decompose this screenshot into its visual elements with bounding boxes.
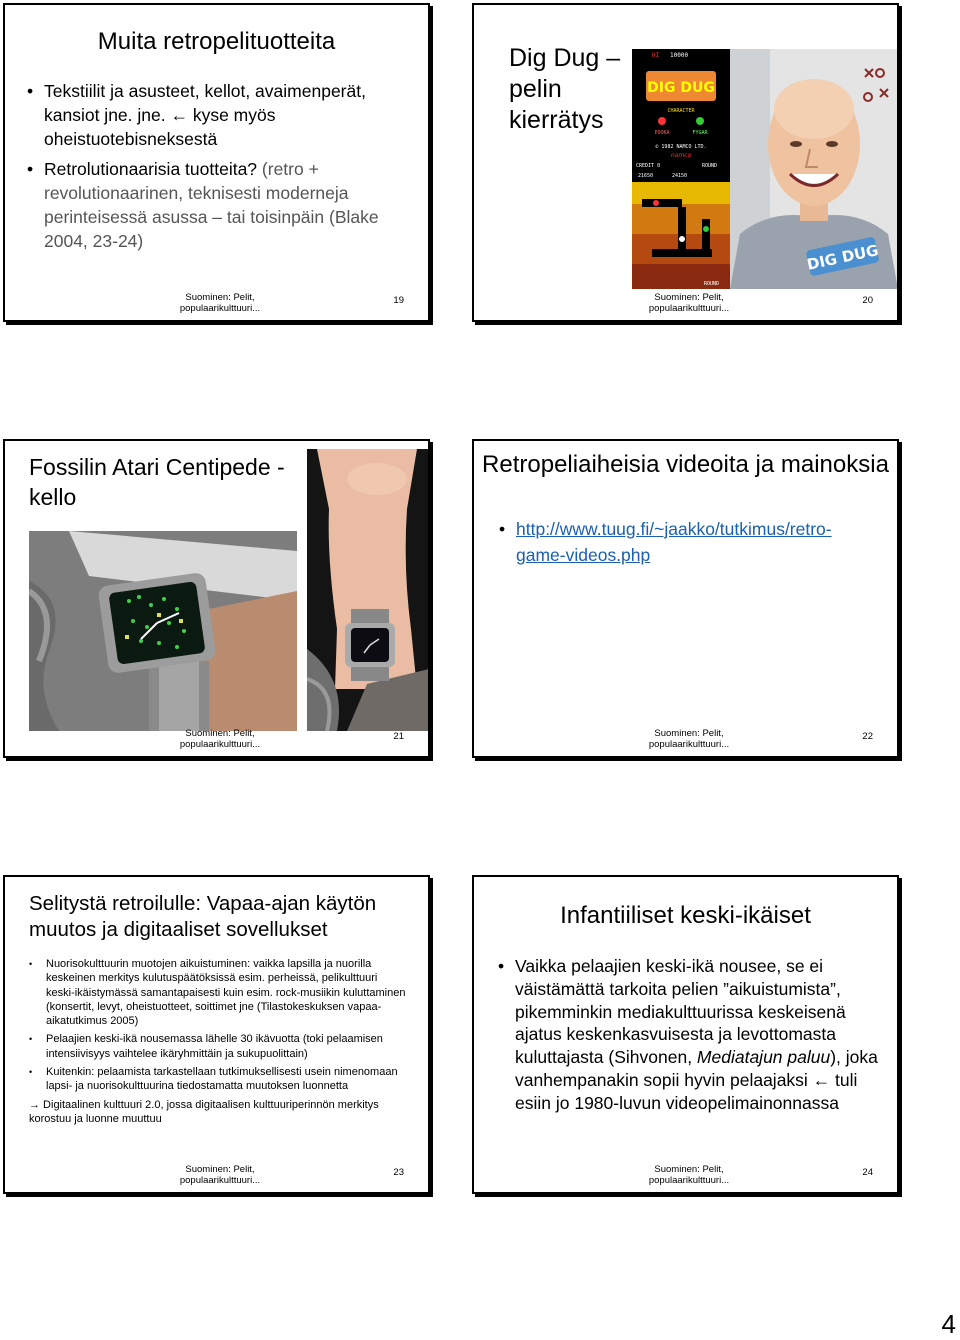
slide-footer bbox=[624, 728, 754, 750]
footer-line-2: populaarikulttuuri... bbox=[179, 303, 261, 314]
bullet-list bbox=[27, 79, 417, 259]
page-number: 4 bbox=[941, 1309, 956, 1339]
slide-number: 19 bbox=[393, 295, 404, 306]
arcade-screen-graphic bbox=[632, 49, 730, 289]
slide-title: Retropeliaiheisia videoita ja mainoksia bbox=[482, 451, 889, 478]
character-label: CHARACTER bbox=[667, 108, 695, 114]
bullet-list bbox=[498, 955, 883, 1115]
slide-23 bbox=[3, 875, 430, 1194]
dig-dug-logo: DIG DUG bbox=[647, 80, 715, 96]
slide-title: Muita retropelituotteita bbox=[97, 28, 336, 55]
footer-line-2: populaarikulttuuri... bbox=[179, 1175, 261, 1186]
slide-24 bbox=[472, 875, 899, 1194]
footer-line-1: Suominen: Pelit, bbox=[654, 292, 724, 303]
slide-number: 23 bbox=[393, 1167, 404, 1178]
book-title: Mediatajun paluu bbox=[696, 1047, 831, 1068]
list-item: • Kuitenkin: pelaamista tarkastellaan tutkimuksellisesti usein nimenomaan lapsi- ja nuorisokulttuurina tiedostamatta muutoksen luonnetta bbox=[29, 1065, 409, 1094]
footer-line-2: populaarikulttuuri... bbox=[179, 739, 261, 750]
centipede-watch-photo bbox=[29, 531, 297, 731]
footer-line-2: populaarikulttuuri... bbox=[648, 739, 730, 750]
slide-title: Selitystä retroilulle: Vapaa-ajan käytön muutos ja digitaaliset sovellukset bbox=[29, 892, 377, 941]
slide-number: 22 bbox=[862, 731, 873, 742]
footer-line-1: Suominen: Pelit, bbox=[185, 728, 255, 739]
bullet-text: Retrolutionaarisia tuotteita? bbox=[44, 159, 258, 179]
arrow-list-item: → Digitaalinen kulttuuri 2.0, jossa digitaalisen kulttuuriperinnön merkitys korostuu ja luonne muuttuu bbox=[29, 1098, 379, 1125]
list-item bbox=[27, 157, 417, 253]
footer-line-1: Suominen: Pelit, bbox=[185, 292, 255, 303]
hiscore-value: 10000 bbox=[670, 52, 689, 59]
bullet-list bbox=[499, 516, 879, 568]
round-label: ROUND bbox=[702, 163, 718, 169]
slide-number: 24 bbox=[862, 1167, 873, 1178]
player-score-2: 24150 bbox=[672, 173, 688, 179]
pooka-label: POOKA bbox=[654, 130, 670, 136]
bullet-list bbox=[29, 957, 409, 1130]
bullet-text: Vaikka pelaajien keski-ikä nousee, se ei väistämättä tarkoita pelien ”aikuistumista”, pikemminkin mediakulttuurissa keskeisenä ajatus keskenkasvuisesta ja levottomasta kuluttajasta (Sihvonen, bbox=[515, 956, 846, 1068]
list-item bbox=[498, 955, 883, 1115]
slide-19 bbox=[3, 3, 430, 322]
player-score-1: 21650 bbox=[638, 173, 654, 179]
slide-footer bbox=[155, 1164, 285, 1186]
slide-number: 21 bbox=[393, 731, 404, 742]
fygar-label: FYGAR bbox=[692, 130, 708, 136]
list-item bbox=[499, 516, 879, 568]
video-link[interactable]: http://www.tuug.fi/~jaakko/tutkimus/retro-game-videos.php bbox=[516, 519, 832, 565]
person-photo-graphic bbox=[730, 49, 898, 289]
slide-footer bbox=[624, 292, 754, 314]
list-item: • Nuorisokulttuurin muotojen aikuistuminen: vaikka lapsilla ja nuorilla keskeinen merkitys kulutuspäätöksissä esim. perheissä, pelikulttuuri keski-ikäistymässä samantapaisesti kuin esim. rock-musiikin kuluttaminen (konsertit, levyt, oheistuotteet, soittimet jne (Tilastokeskuksen vapaa-aikatutkimus 2005) bbox=[29, 957, 409, 1028]
slide-footer bbox=[155, 728, 285, 750]
list-item: • Pelaajien keski-ikä nousemassa lähelle 30 ikävuotta (toki pelaamisen intensiivisyys vaihtelee ikäryhmittäin ja sukupuolittain) bbox=[29, 1032, 409, 1061]
shirt-logo-text: DIG DUG bbox=[805, 241, 881, 274]
credit-text: CREDIT 0 bbox=[636, 163, 661, 169]
dig-dug-arcade-screen-image bbox=[632, 49, 730, 289]
wrist-watch-photo bbox=[307, 449, 429, 731]
slide-title: Infantiiliset keski-ikäiset bbox=[560, 902, 811, 929]
list-item: • Tekstiilit ja asusteet, kellot, avaimenperät, kansiot jne. jne. ← kyse myös oheistuotebisneksestä bbox=[27, 79, 417, 151]
copyright-text: © 1982 NAMCO LTD. bbox=[655, 144, 707, 150]
watch-photo-graphic bbox=[29, 531, 297, 731]
slide-title: Dig Dug – pelin kierrätys bbox=[509, 44, 621, 134]
slide-footer bbox=[624, 1164, 754, 1186]
round-bottom-label: ROUND bbox=[704, 281, 720, 287]
slide-22 bbox=[472, 439, 899, 758]
slide-20 bbox=[472, 3, 899, 322]
footer-line-1: Suominen: Pelit, bbox=[654, 728, 724, 739]
arm-photo-graphic bbox=[307, 449, 429, 731]
footer-line-2: populaarikulttuuri... bbox=[648, 1175, 730, 1186]
slide-title: Fossilin Atari Centipede - kello bbox=[29, 454, 285, 510]
slide-footer bbox=[155, 292, 285, 314]
footer-line-1: Suominen: Pelit, bbox=[654, 1164, 724, 1175]
footer-line-2: populaarikulttuuri... bbox=[648, 303, 730, 314]
namco-logo: namco bbox=[670, 152, 692, 159]
footer-line-1: Suominen: Pelit, bbox=[185, 1164, 255, 1175]
bullet-text-grey: (retro + revolutionaarinen, teknisesti moderneja perinteisessä asussa – tai toisinpäin (Blake 2004, 23-24) bbox=[44, 159, 379, 251]
slide-number: 20 bbox=[862, 295, 873, 306]
bullet-text-end: ), joka vanhempanakin sopii hyvin pelaajaksi ← tuli esiin jo 1980-luvun videopelimainonnassa bbox=[515, 1047, 878, 1113]
person-photo bbox=[730, 49, 898, 289]
hiscore-label: HI bbox=[652, 52, 660, 59]
slide-21 bbox=[3, 439, 430, 758]
